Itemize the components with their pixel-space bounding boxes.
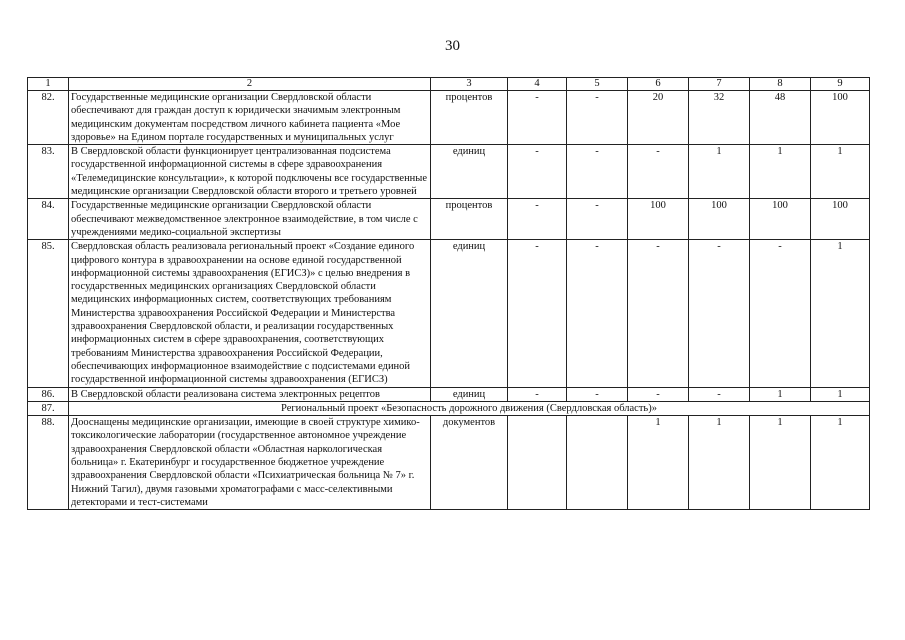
row-indicator: Дооснащены медицинские организации, имеющие в своей структуре химико-токсикологические лаборатории (государственное автономное учреждение здравоохранения Свердловской области «Областная наркологическая больница» г. Екатеринбург и государственное бюджетное учреждение здравоохранения Свердловской области «Психиатрическая больница № 7» г. Нижний Тагил), двумя газовыми хроматографами с масс-селективными детекторами и тест-системами [69,416,431,510]
section-row [28,401,870,415]
row-number: 82. [28,91,69,145]
row-value: 100 [811,91,870,145]
row-value: 20 [628,91,689,145]
header-row [28,78,870,91]
row-value: 48 [750,91,811,145]
row-value: - [567,199,628,240]
row-number: 87. [28,401,69,415]
row-number: 85. [28,240,69,387]
row-value [508,416,567,510]
row-value: 1 [811,416,870,510]
header-cell: 7 [689,78,750,91]
row-value: 1 [689,416,750,510]
row-value: - [567,387,628,401]
row-value: - [567,91,628,145]
row-unit: единиц [431,240,508,387]
header-cell: 2 [69,78,431,91]
row-indicator: В Свердловской области функционирует централизованная подсистема государственной информационной системы в сфере здравоохранения «Телемедицинские консультации», к которой подключены все государственные медицинские организации Свердловской области второго и третьего уровней [69,145,431,199]
row-value: 1 [750,387,811,401]
table-row [28,416,870,510]
row-unit: документов [431,416,508,510]
header-cell: 1 [28,78,69,91]
row-value: 100 [811,199,870,240]
row-value: - [628,145,689,199]
row-indicator: В Свердловской области реализована система электронных рецептов [69,387,431,401]
row-number: 86. [28,387,69,401]
row-value: - [508,91,567,145]
row-indicator: Свердловская область реализовала региональный проект «Создание единого цифрового контура в здравоохранении на основе единой государственной информационной системы здравоохранения (ЕГИСЗ)» с целью внедрения в государственных медицинских организациях Свердловской области медицинских информационных систем, соответствующих требованиям Министерства здравоохранения Российской Федерации и Министерства здравоохранения Свердловской области, и реализации государственных информационных систем в сфере здравоохранения, соответствующих требованиям Министерства здравоохранения Российской Федерации, обеспечивающих информационное взаимодействие с подсистемами единой государственной информационной системы здравоохранения (ЕГИСЗ) [69,240,431,387]
section-title: Региональный проект «Безопасность дорожного движения (Свердловская область)» [69,401,870,415]
row-value: 100 [689,199,750,240]
table-row [28,387,870,401]
row-number: 84. [28,199,69,240]
header-cell: 6 [628,78,689,91]
row-value: 1 [811,240,870,387]
row-value: 1 [689,145,750,199]
header-cell: 3 [431,78,508,91]
header-cell: 4 [508,78,567,91]
indicators-table [27,77,870,510]
row-value: 100 [750,199,811,240]
row-value: - [508,240,567,387]
row-unit: процентов [431,91,508,145]
row-value: - [628,387,689,401]
header-cell: 9 [811,78,870,91]
row-value: 1 [811,145,870,199]
row-value: 1 [811,387,870,401]
row-value: 1 [750,145,811,199]
row-value: - [567,240,628,387]
page-number: 30 [445,38,460,54]
row-unit: процентов [431,199,508,240]
row-value: - [508,145,567,199]
row-value: - [508,387,567,401]
table-row [28,145,870,199]
header-cell: 5 [567,78,628,91]
row-number: 88. [28,416,69,510]
table-row [28,240,870,387]
row-unit: единиц [431,145,508,199]
row-value: 1 [628,416,689,510]
row-number: 83. [28,145,69,199]
row-value: - [567,145,628,199]
row-indicator: Государственные медицинские организации Свердловской области обеспечивают межведомственное электронное взаимодействие, в том числе с учреждениями медико-социальной экспертизы [69,199,431,240]
row-value: - [689,387,750,401]
table-row [28,199,870,240]
row-value: - [628,240,689,387]
row-value: - [689,240,750,387]
row-value: - [750,240,811,387]
row-value: 32 [689,91,750,145]
row-unit: единиц [431,387,508,401]
row-value: - [508,199,567,240]
row-value: 1 [750,416,811,510]
row-value [567,416,628,510]
row-value: 100 [628,199,689,240]
table-row [28,91,870,145]
row-indicator: Государственные медицинские организации Свердловской области обеспечивают для граждан доступ к юридически значимым электронным медицинским документам посредством личного кабинета пациента «Мое здоровье» на Едином портале государственных и муниципальных услуг [69,91,431,145]
header-cell: 8 [750,78,811,91]
